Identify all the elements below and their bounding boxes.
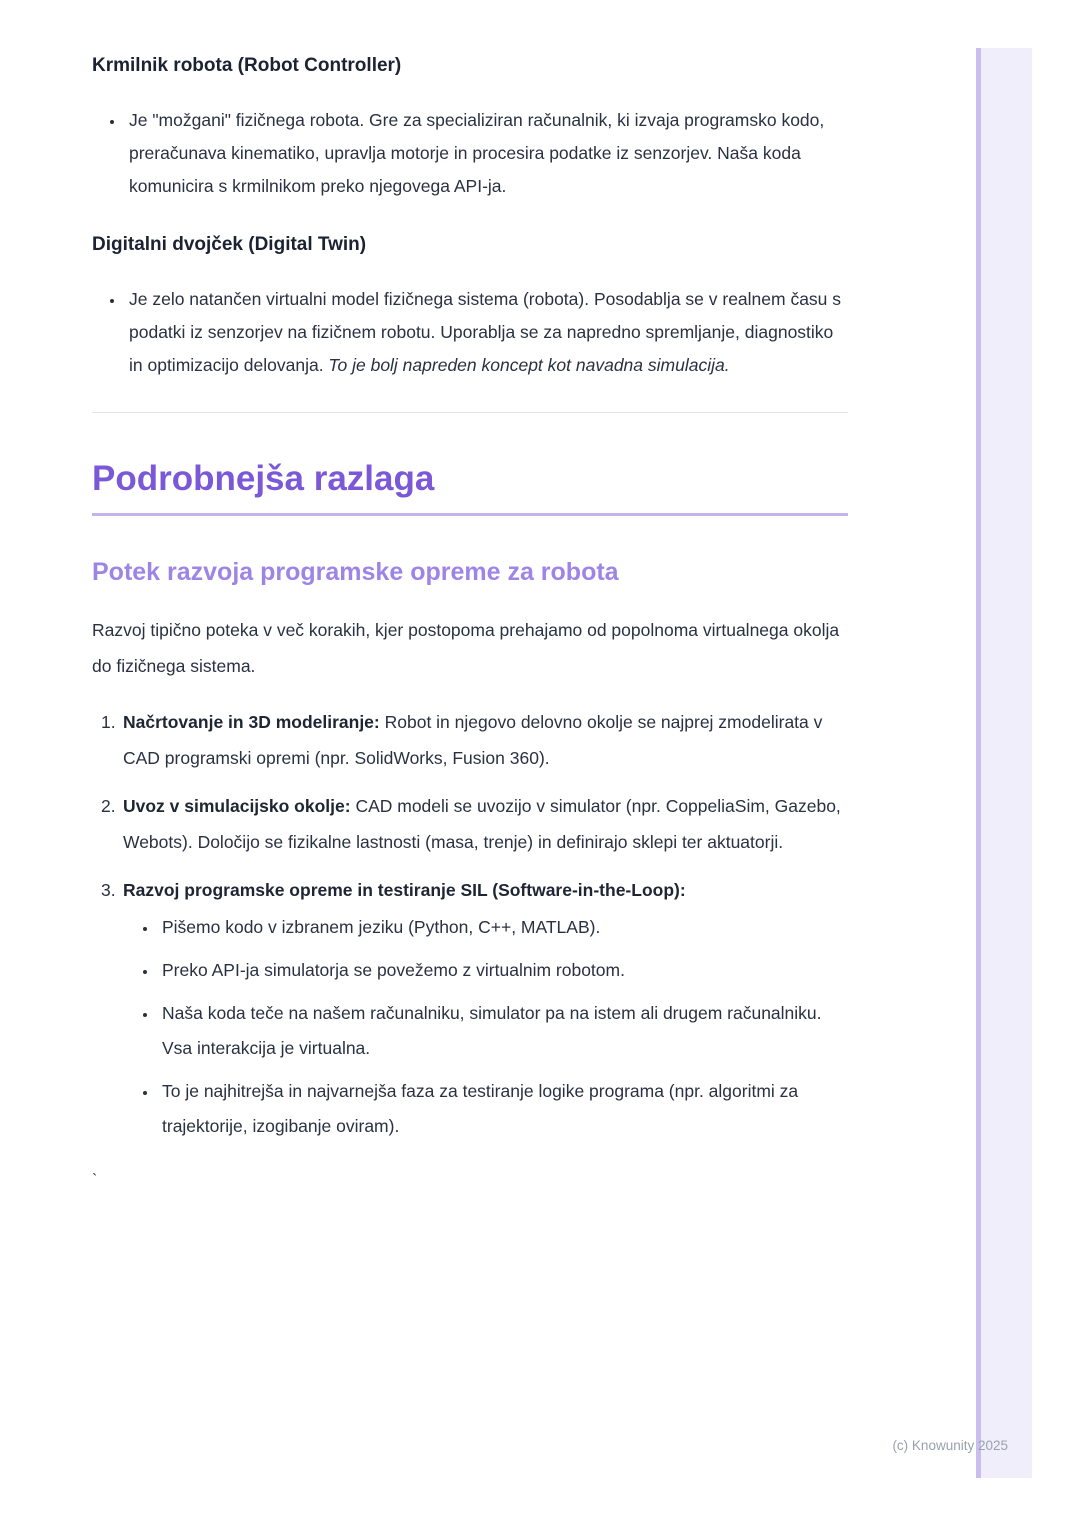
heading-robot-controller: Krmilnik robota (Robot Controller): [92, 55, 402, 76]
list-item-text: Je "možgani" fizičnega robota. Gre za specializiran računalnik, ki izvaja programsko kodo, preračunava kinematiko, upravlja motorje in procesira podatke iz senzorjev. Naša koda komunicira s krmilnikom preko njegovega API-ja.: [129, 110, 825, 196]
step-item-3: [123, 872, 848, 1144]
stray-backtick: `: [92, 1172, 98, 1189]
copyright-footer: (c) Knowunity 2025: [892, 1438, 1008, 1453]
page-title: Podrobnejša razlaga: [92, 457, 848, 516]
list-item: [125, 283, 848, 382]
page-edge-panel: [976, 48, 1032, 1478]
step-item-1: [123, 704, 848, 776]
workflow-steps-list: [92, 704, 848, 1144]
list-item-italic-text: To je bolj napreden koncept kot navadna simulacija.: [328, 355, 730, 375]
sub-list-item: [158, 953, 848, 988]
sub-list-item: [158, 910, 848, 945]
section-divider: [92, 412, 848, 413]
sub-list-item-text: Pišemo kodo v izbranem jeziku (Python, C++, MATLAB).: [162, 917, 601, 937]
step-item-2: [123, 788, 848, 860]
sub-list-item: [158, 1074, 848, 1144]
sub-list-item-text: Preko API-ja simulatorja se povežemo z virtualnim robotom.: [162, 960, 625, 980]
list-item-text: Je zelo natančen virtualni model fizičnega sistema (robota). Posodablja se v realnem času s podatki iz senzorjev na fizičnem robotu. Uporablja se za napredno spremljanje, diagnostiko in optimizacijo delovanja.: [129, 289, 842, 375]
step-lead-bold: Načrtovanje in 3D modeliranje:: [123, 712, 380, 732]
list-item: [125, 104, 848, 203]
sil-sub-list: [123, 910, 848, 1144]
content-column: [92, 0, 848, 1194]
sub-list-item: [158, 996, 848, 1066]
digital-twin-list: [92, 283, 848, 382]
sub-list-item-text: To je najhitrejša in najvarnejša faza za testiranje logike programa (npr. algoritmi za trajektorije, izogibanje oviram).: [162, 1081, 799, 1136]
step-lead-bold: Uvoz v simulacijsko okolje:: [123, 796, 351, 816]
subsection-title: Potek razvoja programske opreme za robota: [92, 558, 619, 586]
heading-digital-twin: Digitalni dvojček (Digital Twin): [92, 234, 367, 255]
sub-list-item-text: Naša koda teče na našem računalniku, simulator pa na istem ali drugem računalniku. Vsa interakcija je virtualna.: [162, 1003, 822, 1058]
step-text: Robot in njegovo delovno okolje se najprej zmodelirata v CAD programski opremi (npr. SolidWorks, Fusion 360).: [123, 712, 823, 768]
step-text: CAD modeli se uvozijo v simulator (npr. CoppeliaSim, Gazebo, Webots). Določijo se fizikalne lastnosti (masa, trenje) in definirajo sklepi ter aktuatorji.: [123, 796, 841, 852]
robot-controller-list: [92, 104, 848, 203]
intro-paragraph: Razvoj tipično poteka v več korakih, kjer postopoma prehajamo od popolnoma virtualnega okolja do fizičnega sistema.: [92, 620, 840, 676]
step-lead-bold: Razvoj programske opreme in testiranje SIL (Software-in-the-Loop):: [123, 880, 686, 900]
